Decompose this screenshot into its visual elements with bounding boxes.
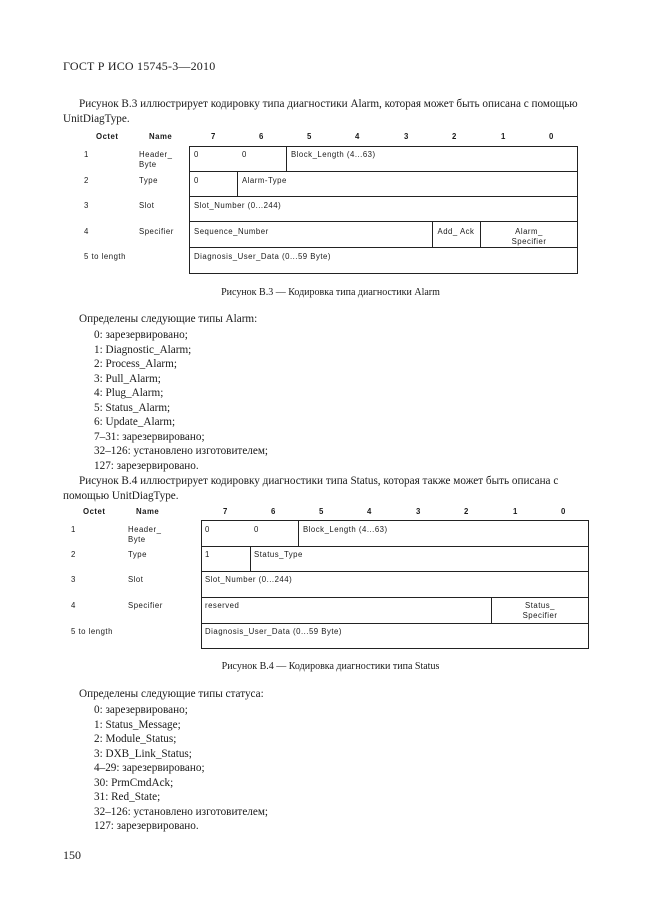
col-header-bit3: 3 — [416, 507, 421, 516]
page-number: 150 — [63, 848, 81, 862]
alarm-row4-alarm-specifier: Alarm_ Specifier — [511, 227, 547, 246]
list-item: 127: зарезервировано. — [94, 459, 199, 472]
status-row1-divider — [298, 520, 299, 547]
list-item: 3: DXB_Link_Status; — [94, 747, 192, 760]
alarm-row2-octet: 2 — [84, 176, 89, 185]
list-item: 30: PrmCmdAck; — [94, 776, 174, 789]
alarm-row1-bit7: 0 — [194, 150, 199, 159]
status-row4-reserved: reserved — [205, 601, 240, 610]
status-row2-bit7: 1 — [205, 550, 210, 559]
list-item: 3: Pull_Alarm; — [94, 372, 161, 385]
status-row2-divider — [250, 546, 251, 572]
col-header-name: Name — [149, 132, 173, 141]
list-item: 31: Red_State; — [94, 791, 161, 803]
status-row1-name: Header_ Byte — [128, 525, 162, 544]
list-item: 4–29: зарезервировано; — [94, 762, 205, 774]
status-row3-name: Slot — [128, 575, 144, 584]
status-row1-octet: 1 — [71, 525, 76, 534]
status-row5-box — [201, 623, 589, 649]
status-row1-bit7: 0 — [205, 525, 210, 534]
alarm-types-list — [94, 328, 268, 473]
alarm-types-heading: Определены следующие типы Alarm: — [79, 313, 258, 325]
alarm-row1-name: Header_ Byte — [139, 150, 173, 169]
alarm-row4-name: Specifier — [139, 227, 174, 236]
alarm-row3-slot-number: Slot_Number (0...244) — [194, 201, 282, 210]
col-header-bit7: 7 — [211, 132, 216, 141]
alarm-row5-box — [189, 247, 578, 274]
list-item: 4: Plug_Alarm; — [94, 387, 164, 399]
list-item: 7–31: зарезервировано; — [94, 430, 205, 443]
status-types-heading: Определены следующие типы статуса: — [79, 688, 264, 700]
col-header-bit0: 0 — [561, 507, 566, 516]
status-row1-block-length: Block_Length (4...63) — [303, 525, 388, 534]
col-header-bit5: 5 — [307, 132, 312, 141]
col-header-bit6: 6 — [271, 507, 276, 516]
col-header-bit2: 2 — [452, 132, 457, 141]
document-header: ГОСТ Р ИСО 15745-3—2010 — [63, 59, 216, 73]
list-item: 32–126: установлено изготовителем; — [94, 445, 269, 457]
list-item: 2: Process_Alarm; — [94, 358, 177, 370]
list-item: 1: Diagnostic_Alarm; — [94, 343, 192, 356]
alarm-row4-add-ack: Add_ Ack — [437, 227, 475, 236]
caption-alarm: Рисунок В.3 — Кодировка типа диагностики Alarm — [221, 287, 440, 298]
col-header-bit3: 3 — [404, 132, 409, 141]
status-row4-name: Specifier — [128, 601, 163, 610]
col-header-bit7: 7 — [223, 507, 228, 516]
col-header-bit2: 2 — [464, 507, 469, 516]
alarm-row4-box — [189, 221, 578, 248]
alarm-row4-divider-b — [480, 221, 481, 248]
list-item: 6: Update_Alarm; — [94, 416, 176, 428]
status-row3-slot-number: Slot_Number (0...244) — [205, 575, 293, 584]
status-row4-box — [201, 597, 589, 624]
intro-alarm-paragraph: Рисунок В.3 иллюстрирует кодировку типа диагностики Alarm, которая может быть описана с помощью UnitDiagType. — [63, 98, 578, 125]
alarm-row4-divider-a — [432, 221, 433, 248]
list-item: 0: зарезервировано; — [94, 704, 188, 716]
alarm-row2-divider — [237, 171, 238, 197]
list-item: 127: зарезервировано. — [94, 820, 199, 832]
list-item: 32–126: установлено изготовителем; — [94, 805, 269, 818]
alarm-row1-octet: 1 — [84, 150, 89, 159]
alarm-row1-block-length: Block_Length (4...63) — [291, 150, 376, 159]
list-item: 2: Module_Status; — [94, 733, 177, 745]
status-row1-bit6: 0 — [254, 525, 259, 534]
status-row2-box — [201, 546, 589, 572]
status-row3-box — [201, 571, 589, 598]
col-header-bit4: 4 — [367, 507, 372, 516]
status-row2-status-type: Status_Type — [254, 550, 303, 559]
col-header-bit1: 1 — [501, 132, 506, 141]
alarm-row2-bit7: 0 — [194, 176, 199, 185]
col-header-bit6: 6 — [259, 132, 264, 141]
alarm-row3-octet: 3 — [84, 201, 89, 210]
col-header-bit5: 5 — [319, 507, 324, 516]
status-row4-status-specifier: Status_ Specifier — [522, 601, 558, 620]
status-row5-octet: 5 to length — [71, 627, 113, 636]
alarm-row3-name: Slot — [139, 201, 155, 210]
status-row4-octet: 4 — [71, 601, 76, 610]
list-item: 0: зарезервировано; — [94, 329, 188, 341]
alarm-row2-box — [189, 171, 578, 197]
col-header-octet: Octet — [83, 507, 106, 516]
status-row3-octet: 3 — [71, 575, 76, 584]
alarm-row1-box — [189, 146, 578, 172]
col-header-bit0: 0 — [549, 132, 554, 141]
col-header-bit1: 1 — [513, 507, 518, 516]
alarm-row5-diagnosis-data: Diagnosis_User_Data (0...59 Byte) — [194, 252, 331, 261]
intro-status-paragraph: Рисунок В.4 иллюстрирует кодировку диагностики типа Status, которая также может быть описана с помощью UnitDiagType. — [63, 475, 559, 502]
status-row4-divider — [491, 597, 492, 624]
col-header-octet: Octet — [96, 132, 119, 141]
status-row1-box — [201, 520, 589, 547]
alarm-row5-octet: 5 to length — [84, 252, 126, 261]
alarm-row4-sequence-number: Sequence_Number — [194, 227, 269, 236]
alarm-row2-name: Type — [139, 176, 158, 185]
status-row2-name: Type — [128, 550, 147, 559]
status-types-list — [94, 703, 268, 834]
caption-status: Рисунок В.4 — Кодировка диагностики типа Status — [221, 661, 440, 672]
alarm-row4-octet: 4 — [84, 227, 89, 236]
col-header-name: Name — [136, 507, 160, 516]
alarm-row1-divider — [286, 146, 287, 172]
list-item: 1: Status_Message; — [94, 718, 181, 731]
col-header-bit4: 4 — [355, 132, 360, 141]
alarm-row2-alarm-type: Alarm-Type — [242, 176, 287, 185]
status-row5-diagnosis-data: Diagnosis_User_Data (0...59 Byte) — [205, 627, 342, 636]
list-item: 5: Status_Alarm; — [94, 401, 171, 414]
status-row2-octet: 2 — [71, 550, 76, 559]
alarm-row3-box — [189, 196, 578, 222]
alarm-row1-bit6: 0 — [242, 150, 247, 159]
